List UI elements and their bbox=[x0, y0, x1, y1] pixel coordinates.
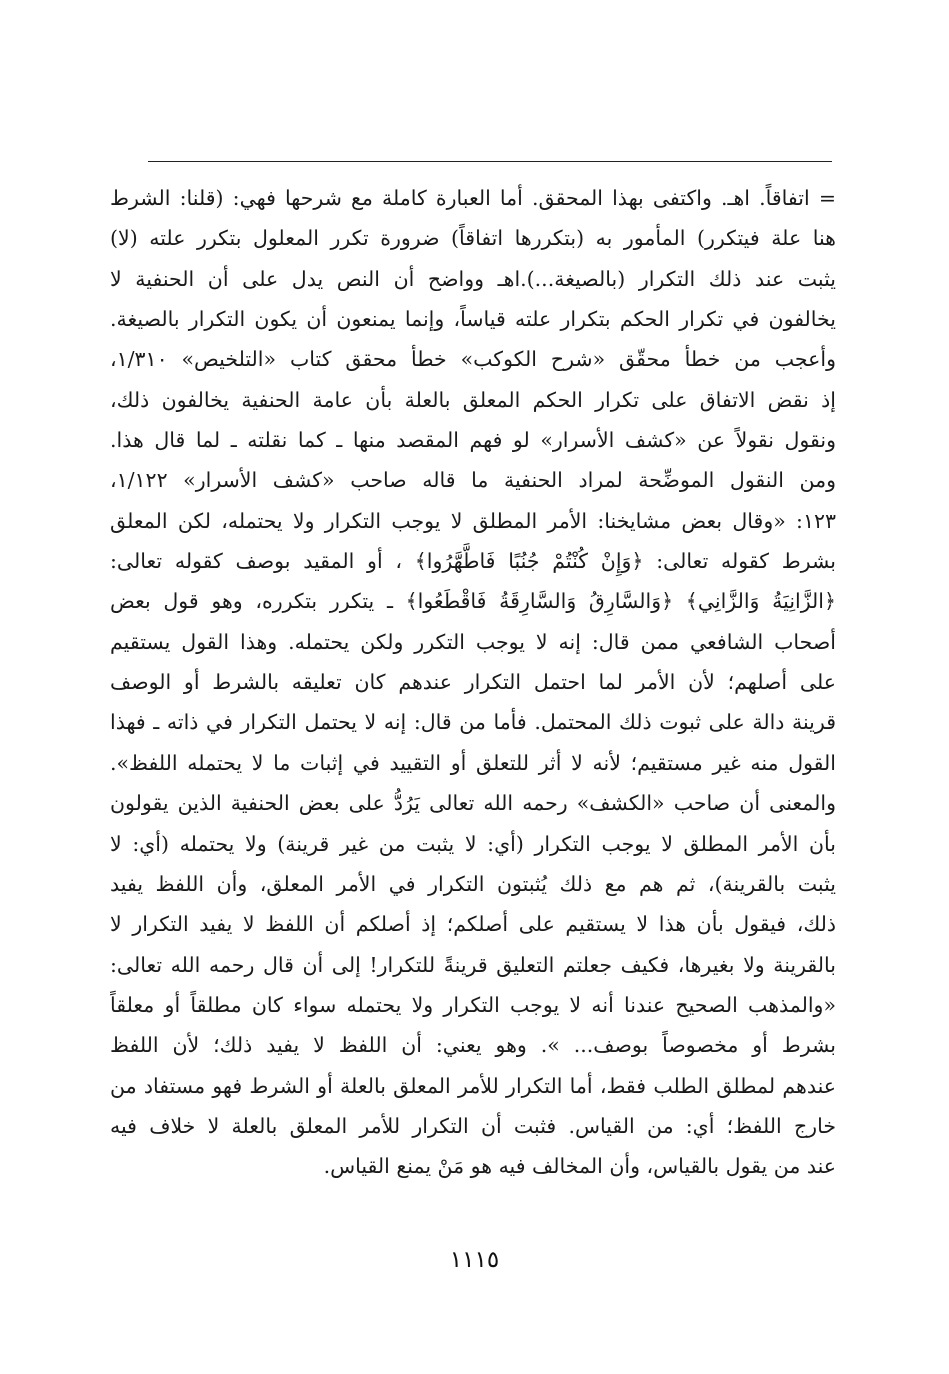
text-line: عندهم لمطلق الطلب فقط، أما التكرار للأمر المعلق بالعلة أو الشرط فهو مستفاد من bbox=[110, 1073, 836, 1098]
text-line: ونقول نقولاً عن «كشف الأسرار» لو فهم المقصد منها ـ كما نقلته ـ لما قال هذا. bbox=[110, 428, 836, 453]
text-line: عند من يقول بالقياس، وأن المخالف فيه هو مَنْ يمنع القياس. bbox=[323, 1154, 836, 1179]
text-line: ١٢٣: «وقال بعض مشايخنا: الأمر المطلق لا يوجب التكرار ولا يحتمله، لكن المعلق bbox=[110, 508, 836, 533]
text-line: يثبت عند ذلك التكرار (بالصيغة...).اهـ وواضح أن النص يدل على أن الحنفية لا bbox=[110, 266, 836, 291]
text-line: القول منه غير مستقيم؛ لأنه لا أثر للتعلق أو التقييد في إثبات ما لا يحتمله اللفظ». bbox=[110, 750, 836, 775]
text-line: بشرط كقوله تعالى: ﴿وَإِنْ كُنْتُمْ جُنُبًا فَاطَّهَّرُوا﴾ ، أو المقيد بوصف كقوله تعالى: bbox=[110, 549, 836, 574]
text-line: بالقرينة ولا بغيرها، فكيف جعلتم التعليق قرينةً للتكرار! إلى أن قال رحمه الله تعالى: bbox=[110, 952, 836, 977]
text-line: يثبت بالقرينة)، ثم هم مع ذلك يُثبتون التكرار في الأمر المعلق، وأن اللفظ يفيد bbox=[110, 871, 836, 896]
text-line: ذلك، فيقول بأن هذا لا يستقيم على أصلكم؛ إذ أصلكم أن اللفظ لا يفيد التكرار لا bbox=[110, 912, 836, 937]
text-line: ﴿الزَّانِيَةُ وَالزَّانِي﴾ ﴿وَالسَّارِقُ وَالسَّارِقَةُ فَاقْطَعُوا﴾ ـ يتكرر بتكرره، وهو قول بعض bbox=[110, 589, 836, 614]
text-line: هنا علة فيتكرر) المأمور به (بتكررها اتفاقاً) ضرورة تكرر المعلول بتكرر علته (لا) bbox=[110, 226, 836, 251]
text-line: إذ نقض الاتفاق على تكرار الحكم المعلق بالعلة بأن عامة الحنفية يخالفون ذلك، bbox=[110, 387, 836, 412]
footnote-text bbox=[110, 178, 836, 1187]
text-line: والمعنى أن صاحب «الكشف» رحمه الله تعالى يَرُدُّ على بعض الحنفية الذين يقولون bbox=[110, 791, 836, 816]
text-line: = اتفاقاً. اهـ. واكتفى بهذا المحقق. أما العبارة كاملة مع شرحها فهي: (قلنا: الشرط bbox=[110, 186, 836, 210]
text-line: يخالفون في تكرار الحكم بتكرار علته قياساً، وإنما يمنعون أن يكون التكرار بالصيغة. bbox=[110, 307, 836, 332]
text-line: بأن الأمر المطلق لا يوجب التكرار (أي: لا يثبت من غير قرينة) ولا يحتمله (أي: لا bbox=[110, 831, 836, 856]
text-line: قرينة دالة على ثبوت ذلك المحتمل. فأما من قال: إنه لا يحتمل التكرار في ذاته ـ فهذا bbox=[110, 710, 836, 735]
text-line: ومن النقول الموضِّحة لمراد الحنفية ما قاله صاحب «كشف الأسرار» ١/١٢٢، bbox=[110, 468, 836, 493]
text-line: على أصلهم؛ لأن الأمر لما احتمل التكرار عندهم كان تعليقه بالشرط أو الوصف bbox=[110, 670, 836, 695]
text-line: «والمذهب الصحيح عندنا أنه لا يوجب التكرار ولا يحتمله سواء كان مطلقاً أو معلقاً bbox=[110, 992, 836, 1017]
text-line: وأعجب من خطأ محقّق «شرح الكوكب» خطأ محقق كتاب «التلخيص» ١/٣١٠، bbox=[110, 347, 836, 372]
footnote-separator-rule bbox=[148, 161, 832, 162]
text-line: أصحاب الشافعي ممن قال: إنه لا يوجب التكرر ولكن يحتمله. وهذا القول يستقيم bbox=[110, 629, 836, 654]
text-line: خارج اللفظ؛ أي: من القياس. فثبت أن التكرار للأمر المعلق بالعلة لا خلاف فيه bbox=[110, 1113, 836, 1138]
page-number: ١١١٥ bbox=[449, 1247, 500, 1273]
text-line: بشرط أو مخصوصاً بوصف... ». وهو يعني: أن اللفظ لا يفيد ذلك؛ لأن اللفظ bbox=[110, 1033, 836, 1058]
